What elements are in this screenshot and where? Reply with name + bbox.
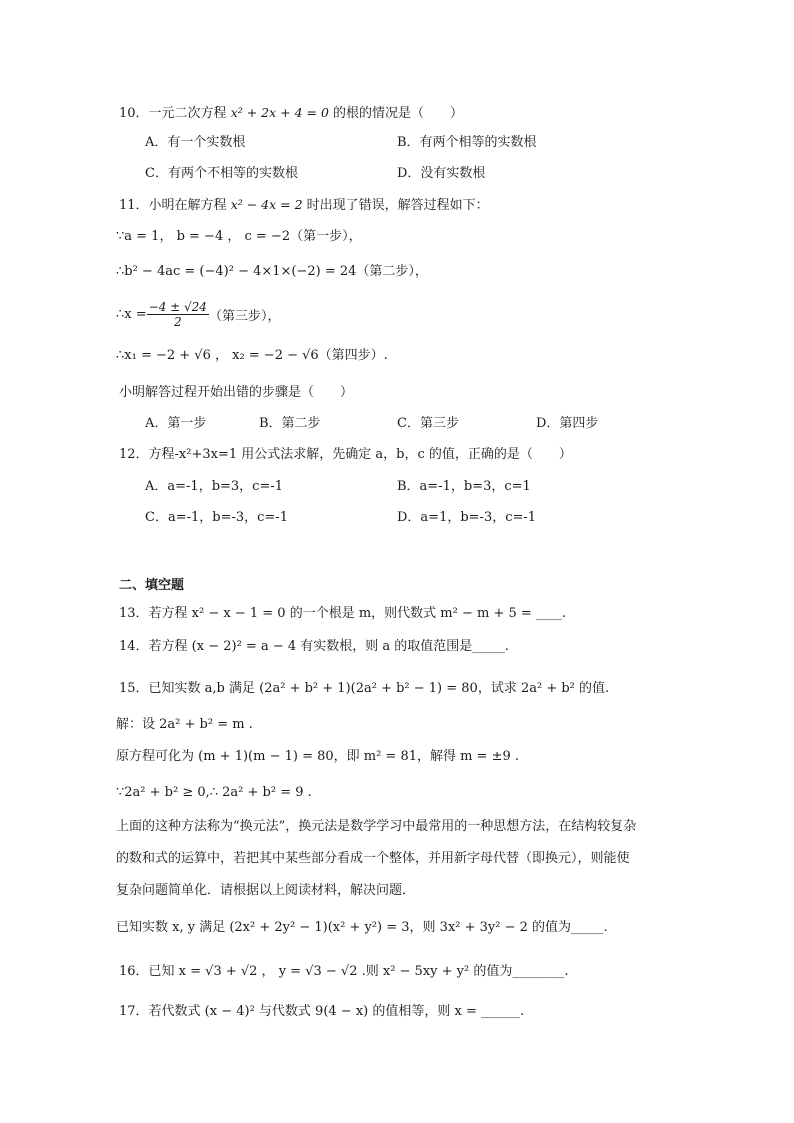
q14-stem: 14．若方程 (x − 2)² = a − 4 有实数根，则 a 的取值范围是_____. bbox=[119, 639, 509, 654]
q15-paragraph-line-2: 的数和式的运算中，若把其中某些部分看成一个整体，并用新字母代替（即换元），则能使 bbox=[116, 851, 630, 866]
q11-step-3 bbox=[116, 300, 280, 329]
q11-option-a: A．第一步 bbox=[145, 416, 207, 431]
q12-option-a: A．a=-1，b=3，c=-1 bbox=[145, 479, 284, 494]
q11-step-2: ∴b² − 4ac = (−4)² − 4×1×(−2) = 24（第二步）， bbox=[116, 264, 428, 279]
q11-stem-pre: 11．小明在解方程 bbox=[119, 198, 231, 213]
q10-option-b: B．有两个相等的实数根 bbox=[397, 135, 537, 150]
q11-stem-post: 时出现了错误，解答过程如下： bbox=[302, 198, 489, 213]
q11-step-3-pre: ∴x = bbox=[116, 307, 147, 322]
q10-equation: x² + 2x + 4 = 0 bbox=[230, 105, 329, 120]
q11-fraction-denominator: 2 bbox=[173, 315, 182, 329]
q16-stem: 16．已知 x = √3 + √2 ， y = √3 − √2 .则 x² − 5xy + y² 的值为________. bbox=[119, 964, 569, 979]
q12-option-b: B．a=-1，b=3，c=1 bbox=[397, 479, 531, 494]
q11-step-4: ∴x₁ = −2 + √6 ， x₂ = −2 − √6（第四步）. bbox=[116, 348, 388, 363]
q17-stem: 17．若代数式 (x − 4)² 与代数式 9(4 − x) 的值相等，则 x = ______. bbox=[119, 1004, 525, 1019]
q10-option-a: A．有一个实数根 bbox=[145, 135, 246, 150]
q11-option-c: C．第三步 bbox=[397, 416, 459, 431]
q11-question: 小明解答过程开始出错的步骤是（ ） bbox=[119, 385, 354, 400]
q10-option-d: D．没有实数根 bbox=[397, 166, 486, 181]
q15-solution-line-1: 解：设 2a² + b² = m . bbox=[116, 717, 253, 732]
q15-solution-line-2: 原方程可化为 (m + 1)(m − 1) = 80，即 m² = 81，解得 m = ±9 . bbox=[116, 749, 520, 764]
q12-option-c: C．a=-1，b=-3，c=-1 bbox=[145, 510, 288, 525]
q11-equation: x² − 4x = 2 bbox=[230, 197, 303, 212]
q11-fraction bbox=[147, 300, 209, 329]
q11-option-d: D．第四步 bbox=[536, 416, 599, 431]
q11-option-b: B．第二步 bbox=[259, 416, 321, 431]
q15-paragraph-line-3: 复杂问题简单化．请根据以上阅读材料，解决问题． bbox=[116, 883, 416, 898]
q11-stem bbox=[119, 196, 489, 215]
q15-paragraph-line-1: 上面的这种方法称为“换元法”，换元法是数学学习中最常用的一种思想方法，在结构较复杂 bbox=[116, 819, 637, 834]
q12-option-d: D．a=1，b=-3，c=-1 bbox=[397, 510, 537, 525]
q15-solution-line-3: ∵2a² + b² ≥ 0,∴ 2a² + b² = 9 . bbox=[116, 785, 312, 800]
q12-stem: 12．方程-x²+3x=1 用公式法求解，先确定 a，b，c 的值，正确的是（ ） bbox=[119, 447, 572, 462]
q10-stem-pre: 10．一元二次方程 bbox=[119, 106, 231, 121]
q11-fraction-numerator: −4 ± √24 bbox=[148, 300, 207, 314]
section-heading-fill-in: 二、填空题 bbox=[119, 578, 185, 593]
q10-stem bbox=[119, 104, 463, 123]
q11-step-1: ∵a = 1， b = −4 ， c = −2（第一步）， bbox=[116, 229, 362, 244]
q10-stem-post: 的根的情况是（ ） bbox=[328, 106, 464, 121]
q15-task: 已知实数 x, y 满足 (2x² + 2y² − 1)(x² + y²) = 3，则 3x² + 3y² − 2 的值为_____. bbox=[116, 920, 608, 935]
q11-step-3-post: （第三步）， bbox=[208, 309, 281, 324]
q13-stem: 13．若方程 x² − x − 1 = 0 的一个根是 m，则代数式 m² − m + 5 = ____. bbox=[119, 606, 567, 621]
q10-option-c: C．有两个不相等的实数根 bbox=[145, 166, 298, 181]
q15-stem: 15．已知实数 a,b 满足 (2a² + b² + 1)(2a² + b² − 1) = 80，试求 2a² + b² 的值. bbox=[119, 681, 610, 696]
